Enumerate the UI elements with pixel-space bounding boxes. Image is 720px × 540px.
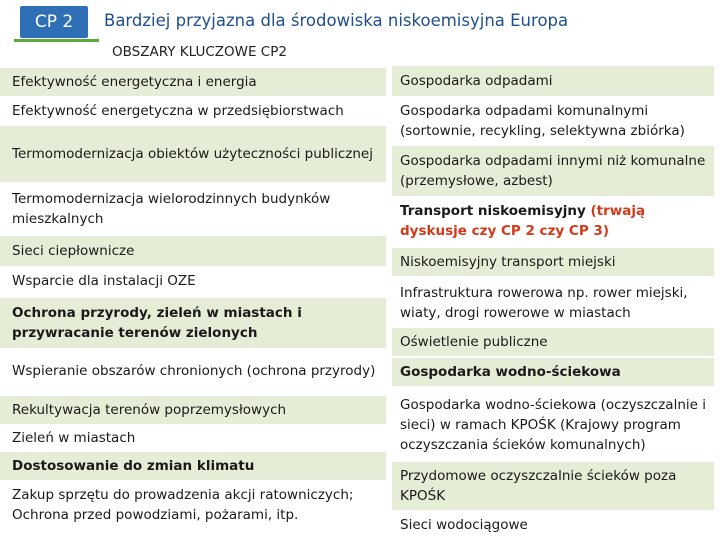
left-item-urban-greenery: Zieleń w miastach (0, 424, 386, 452)
left-item-residential-buildings: Termomodernizacja wielorodzinnych budynków mieszkalnych (0, 182, 386, 236)
transport-discussion-note: (trwają dyskusje czy CP 2 czy CP 3) (400, 203, 646, 239)
left-item-public-buildings: Termomodernizacja obiektów użyteczności publicznej (0, 126, 386, 182)
subtitle-bar (0, 42, 720, 64)
right-item-other-waste: Gospodarka odpadami innymi niż komunalne (przemysłowe, azbest) (392, 146, 714, 196)
right-item-municipal-waste: Gospodarka odpadami komunalnymi (sortownie, recykling, selektywna zbiórka) (392, 96, 714, 146)
page-title: Bardziej przyjazna dla środowiska niskoemisyjna Europa (104, 11, 569, 30)
right-item-home-treatment: Przydomowe oczyszczalnie ścieków poza KPOŚK (392, 462, 714, 510)
left-item-renewables: Wsparcie dla instalacji OZE (0, 266, 386, 296)
right-item-low-emission-transport (392, 196, 714, 246)
right-item-public-lighting: Oświetlenie publiczne (392, 328, 714, 356)
right-item-water-supply: Sieci wodociągowe (392, 512, 714, 538)
transport-label: Transport niskoemisyjny (400, 203, 586, 219)
right-item-bike-infrastructure: Infrastruktura rowerowa np. rower miejski, wiaty, drogi rowerowe w miastach (392, 280, 714, 326)
right-item-water-sewage: Gospodarka wodno-ściekowa (392, 358, 714, 386)
left-item-protected-areas: Wspieranie obszarów chronionych (ochrona przyrody) (0, 348, 386, 394)
left-item-nature-protection: Ochrona przyrody, zieleń w miastach i przywracanie terenów zielonych (0, 298, 386, 348)
left-item-enterprise-efficiency: Efektywność energetyczna w przedsiębiorstwach (0, 96, 386, 126)
left-item-land-reclamation: Rekultywacja terenów poprzemysłowych (0, 396, 386, 424)
right-item-waste-management: Gospodarka odpadami (392, 66, 714, 96)
left-item-energy-efficiency: Efektywność energetyczna i energia (0, 68, 386, 96)
left-item-climate-adaptation: Dostosowanie do zmian klimatu (0, 452, 386, 480)
page-subtitle: OBSZARY KLUCZOWE CP2 (112, 44, 287, 60)
left-item-rescue-equipment: Zakup sprzętu do prowadzenia akcji ratowniczych; Ochrona przed powodziami, pożarami, itp. (0, 480, 386, 530)
cp2-badge: CP 2 (20, 6, 88, 38)
left-item-district-heating: Sieci ciepłownicze (0, 236, 386, 266)
right-item-kposk: Gospodarka wodno-ściekowa (oczyszczalnie i sieci) w ramach KPOŚK (Krajowy program oczyszczania ścieków komunalnych) (392, 392, 714, 458)
right-item-urban-transport: Niskoemisyjny transport miejski (392, 248, 714, 276)
